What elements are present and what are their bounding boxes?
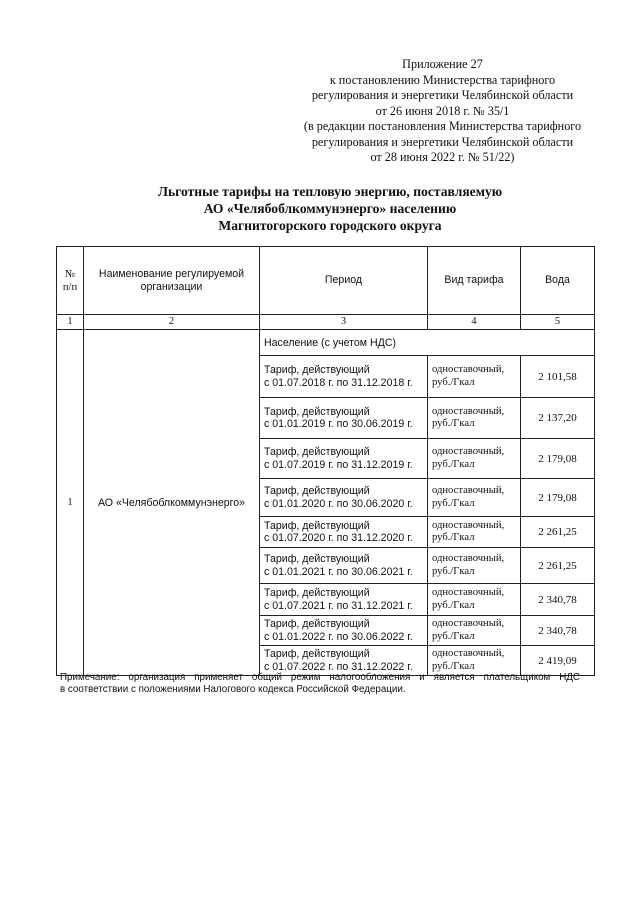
organization-name: АО «Челябоблкоммунэнерго» <box>84 330 260 676</box>
header-number <box>57 247 84 315</box>
tariff-type <box>428 479 521 517</box>
period-dates: с 01.01.2022 г. по 30.06.2022 г. <box>264 630 413 643</box>
type-line: одноставочный, <box>432 405 505 417</box>
tariff-value: 2 179,08 <box>521 439 595 479</box>
type-line: одноставочный, <box>432 553 505 564</box>
tariff-type <box>428 517 521 548</box>
period-line: Тариф, действующий <box>264 587 370 599</box>
header-organization-line: Наименование регулируемой <box>98 267 245 280</box>
header-period: Период <box>260 247 428 315</box>
tariff-period <box>260 616 428 646</box>
table-header-row <box>57 247 595 315</box>
title-line: Магнитогорского городского округа <box>218 218 442 233</box>
column-index: 2 <box>84 315 260 330</box>
appendix-amend-line: регулирования и энергетики Челябинской области <box>311 134 574 149</box>
tariff-value: 2 419,09 <box>521 646 595 676</box>
tariff-period <box>260 479 428 517</box>
type-unit: руб./Гкал <box>432 532 475 543</box>
population-row <box>57 330 595 356</box>
tariff-type <box>428 398 521 439</box>
appendix-number: Приложение 27 <box>402 57 483 71</box>
footnote <box>60 672 580 696</box>
header-number-abbr: п/п <box>62 281 78 293</box>
tariff-type <box>428 439 521 479</box>
period-line: Тариф, действующий <box>264 553 370 565</box>
row-number: 1 <box>57 330 84 676</box>
tariff-period <box>260 548 428 584</box>
header-organization <box>84 247 260 315</box>
period-line: Тариф, действующий <box>264 364 370 376</box>
header-number-sign: № <box>64 268 76 280</box>
period-line: Тариф, действующий <box>264 519 370 532</box>
header-tariff-type: Вид тарифа <box>428 247 521 315</box>
tariff-type <box>428 548 521 584</box>
type-unit: руб./Гкал <box>432 660 475 672</box>
title-line: Льготные тарифы на тепловую энергию, поставляемую <box>157 184 503 199</box>
type-line: одноставочный, <box>432 446 505 457</box>
tariff-value: 2 137,20 <box>521 398 595 439</box>
appendix-ref-line: к постановлению Министерства тарифного <box>329 72 556 87</box>
type-line: одноставочный, <box>432 648 505 659</box>
period-dates: с 01.07.2021 г. по 31.12.2021 г. <box>264 599 413 612</box>
type-line: одноставочный, <box>432 519 505 531</box>
period-dates: с 01.01.2021 г. по 30.06.2021 г. <box>264 565 413 578</box>
appendix-ref-date: от 26 июня 2018 г. № 35/1 <box>375 103 510 118</box>
tariff-period <box>260 517 428 548</box>
column-index-row <box>57 315 595 330</box>
tariff-period <box>260 356 428 398</box>
tariff-type <box>428 646 521 676</box>
column-index: 1 <box>57 315 84 330</box>
type-line: одноставочный, <box>432 587 505 598</box>
type-line: одноставочный, <box>432 364 505 375</box>
period-dates: с 01.07.2020 г. по 31.12.2020 г. <box>264 532 413 544</box>
type-unit: руб./Гкал <box>432 565 475 577</box>
population-label: Население (с учетом НДС) <box>260 330 595 356</box>
type-line: одноставочный, <box>432 485 505 496</box>
tariff-period <box>260 398 428 439</box>
period-dates: с 01.01.2020 г. по 30.06.2020 г. <box>264 497 413 510</box>
period-line: Тариф, действующий <box>264 485 370 497</box>
tariff-period <box>260 646 428 676</box>
type-line: одноставочный, <box>432 618 505 629</box>
tariff-period <box>260 584 428 616</box>
tariff-table <box>56 246 595 676</box>
column-index: 3 <box>260 315 428 330</box>
tariff-type <box>428 584 521 616</box>
period-line: Тариф, действующий <box>264 618 370 630</box>
tariff-period <box>260 439 428 479</box>
type-unit: руб./Гкал <box>432 458 475 470</box>
period-dates: с 01.07.2022 г. по 31.12.2022 г. <box>264 660 413 673</box>
tariff-type <box>428 356 521 398</box>
header-water: Вода <box>521 247 595 315</box>
tariff-type <box>428 616 521 646</box>
appendix-amend-date: от 28 июня 2022 г. № 51/22) <box>370 150 515 164</box>
appendix-amend-line: (в редакции постановления Министерства тарифного <box>303 119 582 133</box>
tariff-value: 2 101,58 <box>521 356 595 398</box>
tariff-value: 2 261,25 <box>521 548 595 584</box>
type-unit: руб./Гкал <box>432 376 475 388</box>
period-dates: с 01.07.2018 г. по 31.12.2018 г. <box>264 376 413 389</box>
footnote-line: в соответствии с положениями Налогового кодекса Российской Федерации. <box>60 684 406 695</box>
document-title <box>60 183 600 234</box>
tariff-value: 2 340,78 <box>521 584 595 616</box>
footnote-line: Примечание: организация применяет общий режим налогообложения и является плательщиком НДС <box>60 672 580 683</box>
type-unit: руб./Гкал <box>432 630 475 642</box>
period-line: Тариф, действующий <box>264 648 370 660</box>
period-line: Тариф, действующий <box>264 405 370 418</box>
tariff-value: 2 340,78 <box>521 616 595 646</box>
type-unit: руб./Гкал <box>432 418 475 429</box>
header-organization-line: организации <box>140 280 203 293</box>
appendix-header <box>265 57 620 166</box>
tariff-value: 2 261,25 <box>521 517 595 548</box>
column-index: 5 <box>521 315 595 330</box>
period-dates: с 01.01.2019 г. по 30.06.2019 г. <box>264 418 413 430</box>
column-index: 4 <box>428 315 521 330</box>
appendix-ref-line: регулирования и энергетики Челябинской области <box>311 88 574 102</box>
period-dates: с 01.07.2019 г. по 31.12.2019 г. <box>264 458 413 471</box>
type-unit: руб./Гкал <box>432 497 475 509</box>
type-unit: руб./Гкал <box>432 599 475 611</box>
period-line: Тариф, действующий <box>264 446 370 458</box>
title-line: АО «Челябоблкоммунэнерго» населению <box>203 201 457 216</box>
tariff-value: 2 179,08 <box>521 479 595 517</box>
